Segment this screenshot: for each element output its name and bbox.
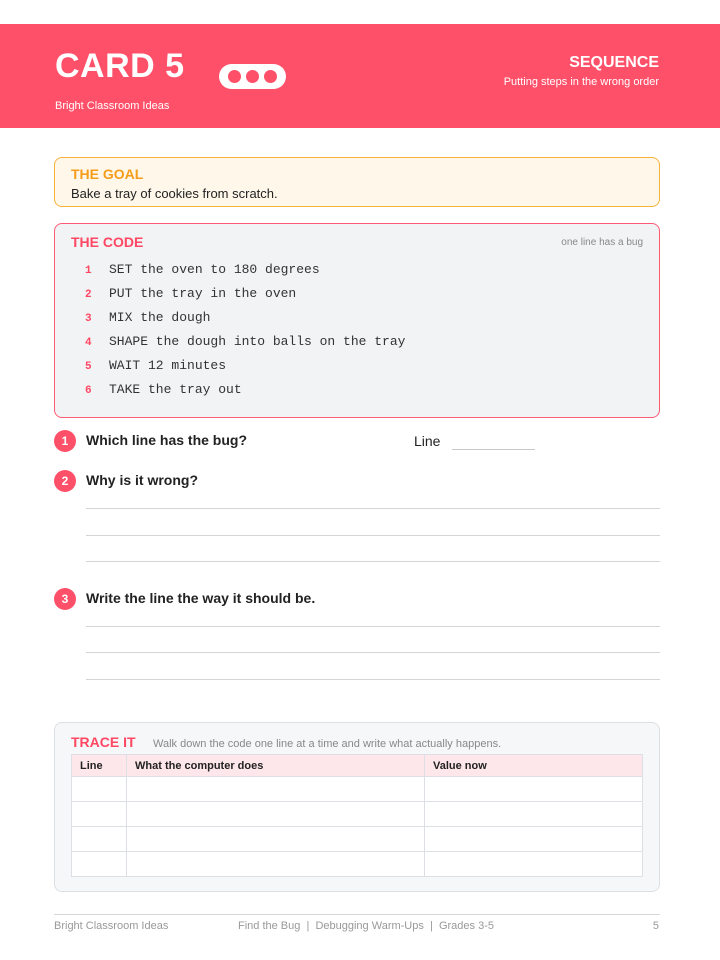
code-note: one line has a bug [561, 237, 643, 248]
table-cell[interactable] [425, 777, 643, 802]
code-line [85, 378, 405, 402]
table-row [72, 827, 643, 852]
code-lines [85, 258, 405, 402]
answer-write-line[interactable] [86, 679, 660, 680]
page-number: 5 [652, 920, 659, 932]
code-line-number: 3 [85, 313, 92, 325]
code-line [85, 282, 405, 306]
code-line-number: 2 [85, 289, 92, 301]
table-row [72, 852, 643, 877]
table-cell[interactable] [127, 777, 425, 802]
code-line [85, 354, 405, 378]
column-header-value: Value now [425, 755, 643, 777]
code-label: THE CODE [71, 234, 144, 250]
goal-box [54, 157, 660, 207]
table-row [72, 777, 643, 802]
code-line-text: TAKE the tray out [109, 382, 242, 397]
code-line [85, 258, 405, 282]
table-cell[interactable] [72, 827, 127, 852]
table-cell[interactable] [72, 777, 127, 802]
footer-series: Find the Bug | Debugging Warm-Ups | Grades 3-5 [238, 920, 494, 932]
table-cell[interactable] [127, 827, 425, 852]
code-line [85, 330, 405, 354]
table-header-row [72, 755, 643, 777]
table-cell[interactable] [72, 802, 127, 827]
table-row [72, 802, 643, 827]
trace-label: TRACE IT [71, 734, 136, 750]
code-line-text: PUT the tray in the oven [109, 286, 297, 301]
trace-hint: Walk down the code one line at a time and write what actually happens. [153, 738, 502, 750]
topic-subtitle: Putting steps in the wrong order [503, 76, 659, 88]
table-cell[interactable] [72, 852, 127, 877]
table-cell[interactable] [425, 827, 643, 852]
column-header-action: What the computer does [127, 755, 425, 777]
goal-text: Bake a tray of cookies from scratch. [71, 186, 278, 201]
question-text: Write the line the way it should be. [86, 590, 316, 606]
table-cell[interactable] [425, 852, 643, 877]
answer-line-label: Line [414, 433, 441, 449]
question-text: Which line has the bug? [86, 432, 247, 448]
code-line-number: 4 [85, 337, 92, 349]
table-cell[interactable] [425, 802, 643, 827]
code-line-text: SHAPE the dough into balls on the tray [109, 334, 406, 349]
answer-write-line[interactable] [86, 561, 660, 562]
brand-name: Bright Classroom Ideas [55, 100, 170, 112]
answer-write-line[interactable] [86, 535, 660, 536]
answer-write-line[interactable] [86, 652, 660, 653]
table-cell[interactable] [127, 802, 425, 827]
code-line-number: 1 [85, 265, 92, 277]
card-title: CARD 5 [55, 47, 185, 85]
trace-box [54, 722, 660, 892]
card-header [0, 24, 720, 128]
trace-table [71, 754, 643, 877]
question-text: Why is it wrong? [86, 472, 198, 488]
code-line-number: 6 [85, 385, 92, 397]
code-box [54, 223, 660, 418]
answer-line-blank[interactable] [452, 449, 535, 450]
question-number-badge: 1 [54, 430, 76, 452]
goal-label: THE GOAL [71, 166, 144, 182]
topic-title: SEQUENCE [569, 54, 659, 71]
footer-brand: Bright Classroom Ideas [54, 920, 169, 932]
table-cell[interactable] [127, 852, 425, 877]
code-line-number: 5 [85, 361, 92, 373]
code-line-text: WAIT 12 minutes [109, 358, 227, 373]
progress-dots-icon [219, 64, 286, 89]
code-line-text: MIX the dough [109, 310, 211, 325]
code-line [85, 306, 405, 330]
question-number-badge: 2 [54, 470, 76, 492]
footer-divider [54, 914, 660, 915]
code-line-text: SET the oven to 180 degrees [109, 262, 320, 277]
question-number-badge: 3 [54, 588, 76, 610]
answer-write-line[interactable] [86, 508, 660, 509]
column-header-line: Line [72, 755, 127, 777]
answer-write-line[interactable] [86, 626, 660, 627]
